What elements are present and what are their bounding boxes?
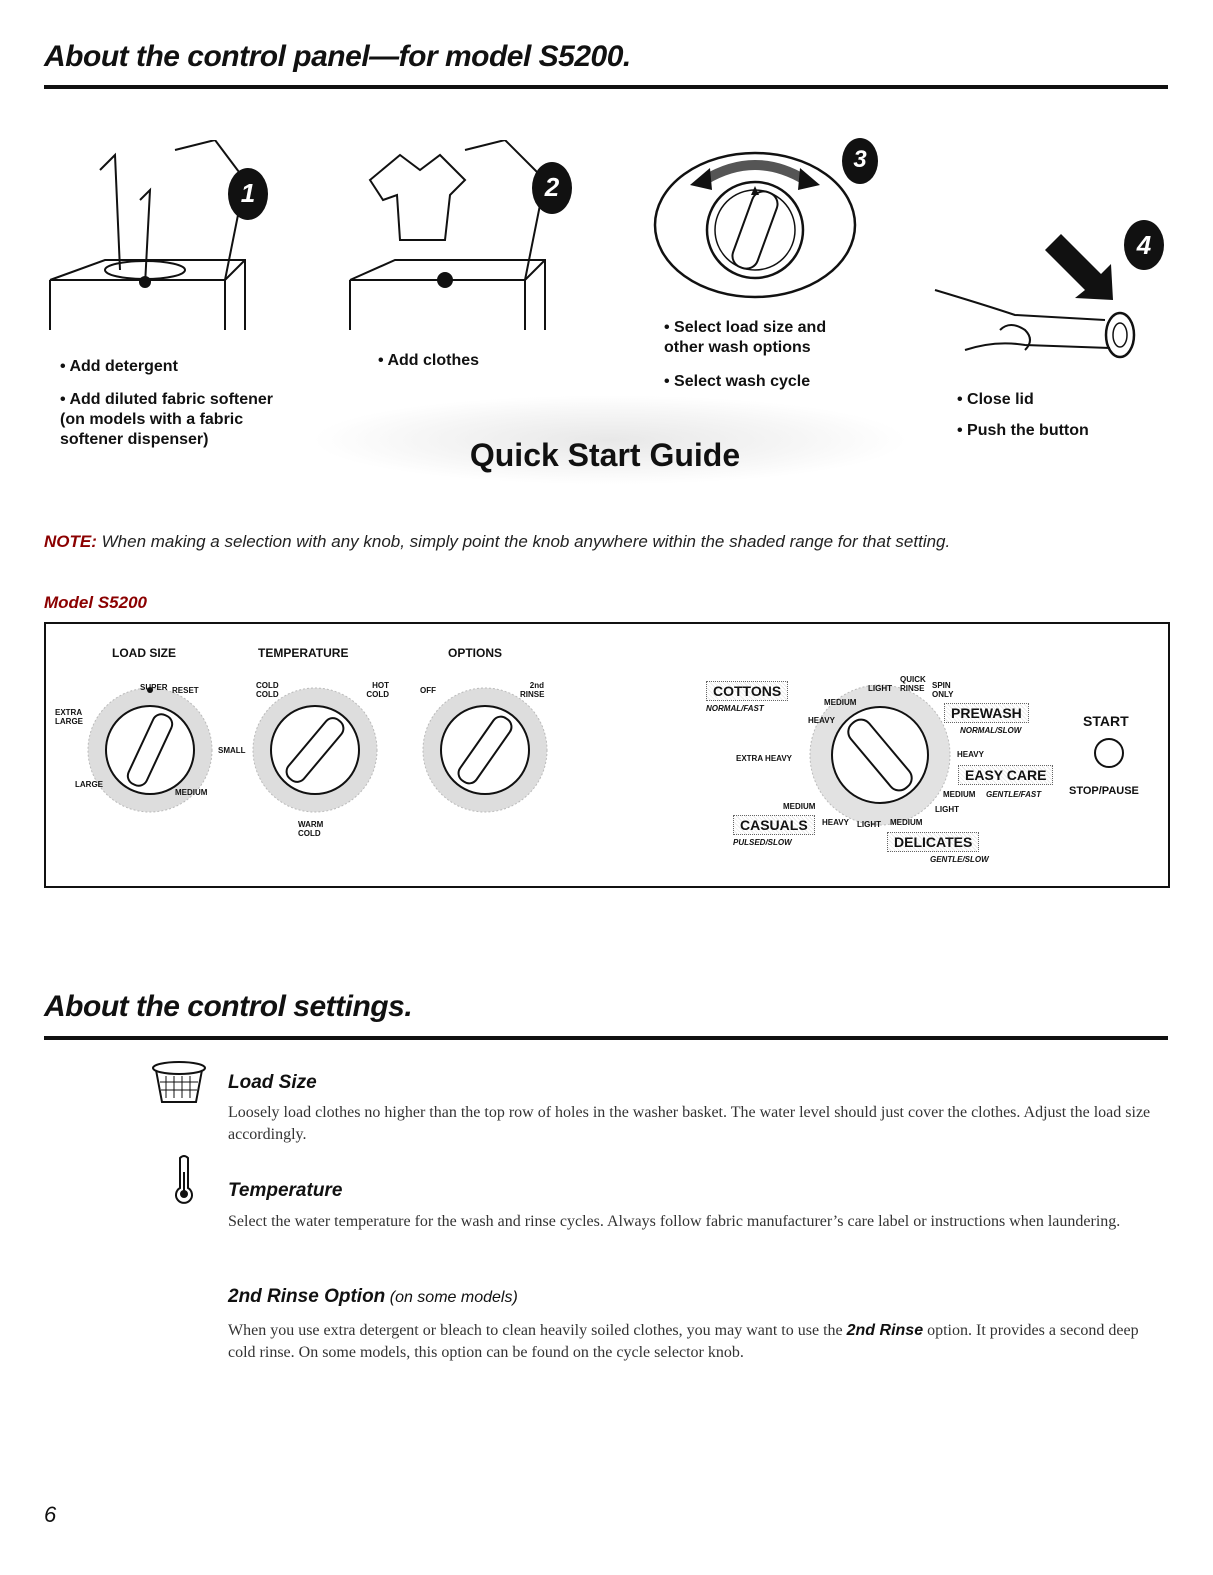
load-size-knob[interactable] xyxy=(80,680,220,820)
temp-hot-cold-label: HOT COLD xyxy=(366,681,389,699)
rinse-body-after: option. It provides a second deep cold rinse. On some models, this option can be found on the cycle selector knob. xyxy=(228,1322,1139,1361)
step-1-badge: 1 xyxy=(228,168,268,220)
stop-pause-label: STOP/PAUSE xyxy=(1069,785,1139,797)
cycle-quick-rinse: QUICK RINSE xyxy=(900,675,926,693)
step-3-bullet-2: • Select wash cycle xyxy=(664,373,811,390)
note-line xyxy=(44,532,950,552)
step-3-illustration xyxy=(650,150,860,310)
load-size-body: Loosely load clothes no higher than the top row of holes in the washer basket. The water level should just cover the clothes. Adjust the load size accordingly. xyxy=(228,1104,1151,1143)
model-label: Model S5200 xyxy=(44,593,147,612)
cycle-prewash-speed: NORMAL/SLOW xyxy=(960,726,1022,735)
temp-warm-cold-label: WARM COLD xyxy=(298,820,324,838)
rinse-subtitle: (on some models) xyxy=(389,1289,518,1306)
step-1-bullet-2: • Add diluted fabric softener (on models with a fabric softener dispenser) xyxy=(60,391,274,448)
cycle-delicates-speed: GENTLE/SLOW xyxy=(930,855,989,864)
step-3-badge: 3 xyxy=(842,138,878,184)
cycle-medium-bottom: MEDIUM xyxy=(890,818,923,827)
thermometer-icon xyxy=(172,1154,196,1204)
cycle-casuals: CASUALS xyxy=(733,815,815,835)
load-small-label: SMALL xyxy=(218,746,246,755)
cycle-light-top: LIGHT xyxy=(868,684,892,693)
temperature-heading-text: Temperature xyxy=(228,1180,343,1201)
section-rule xyxy=(44,1036,1168,1040)
temp-cold-cold-label: COLD COLD xyxy=(256,681,279,699)
load-extra-large-label: EXTRA LARGE xyxy=(55,708,83,726)
rinse-title: 2nd Rinse Option xyxy=(228,1286,386,1307)
cycle-heavy-right: HEAVY xyxy=(957,750,984,759)
options-knob[interactable] xyxy=(415,680,555,820)
step-3-bullet-1: • Select load size and other wash options xyxy=(664,319,827,356)
cycle-casuals-speed: PULSED/SLOW xyxy=(733,838,792,847)
cycle-heavy-left: HEAVY xyxy=(808,716,835,725)
section-title: About the control settings. xyxy=(44,990,413,1023)
start-button[interactable] xyxy=(1094,738,1124,768)
cycle-heavy-bottom: HEAVY xyxy=(822,818,849,827)
rinse-body xyxy=(228,1320,1168,1364)
load-size-heading-text: Load Size xyxy=(228,1072,317,1093)
cycle-medium-left: MEDIUM xyxy=(783,802,816,811)
temperature-heading: TEMPERATURE xyxy=(258,646,349,660)
laundry-basket-icon xyxy=(150,1058,208,1106)
start-label: START xyxy=(1083,713,1129,729)
options-2nd-rinse-label: 2nd RINSE xyxy=(520,681,545,699)
step-4-badge: 4 xyxy=(1124,220,1164,270)
load-large-label: LARGE xyxy=(75,780,103,789)
options-heading: OPTIONS xyxy=(448,646,503,660)
step-4-bullet-1: • Close lid xyxy=(957,391,1034,408)
load-reset-label: RESET xyxy=(172,686,199,695)
options-off-label: OFF xyxy=(420,686,436,695)
page-title: About the control panel—for model S5200. xyxy=(44,40,631,73)
temperature-body: Select the water temperature for the wash and rinse cycles. Always follow fabric manufacturer’s care label or instructions when laundering. xyxy=(228,1213,1121,1230)
quick-start-title: Quick Start Guide xyxy=(469,437,741,473)
cycle-light-bottom: LIGHT xyxy=(857,820,881,829)
step-4-bullet-2: • Push the button xyxy=(957,422,1089,439)
cycle-delicates: DELICATES xyxy=(887,832,979,852)
load-medium-label: MEDIUM xyxy=(175,788,208,797)
rinse-body-bold: 2nd Rinse xyxy=(846,1322,924,1339)
step-2-bullet-1: • Add clothes xyxy=(378,352,480,369)
cycle-medium-right: MEDIUM xyxy=(943,790,976,799)
cycle-easy-care-speed: GENTLE/FAST xyxy=(986,790,1042,799)
cycle-easy-care: EASY CARE xyxy=(958,765,1053,785)
cycle-prewash: PREWASH xyxy=(944,703,1029,723)
note-text: When making a selection with any knob, simply point the knob anywhere within the shaded range for that setting. xyxy=(101,532,951,551)
step-1-bullet-1: • Add detergent xyxy=(60,358,178,375)
rinse-heading xyxy=(228,1286,518,1308)
cycle-cottons-speed: NORMAL/FAST xyxy=(706,704,764,713)
step-2-badge: 2 xyxy=(532,162,572,214)
cycle-cottons: COTTONS xyxy=(706,681,788,701)
cycle-medium-top: MEDIUM xyxy=(824,698,857,707)
page-number: 6 xyxy=(44,1502,57,1527)
temperature-knob[interactable] xyxy=(245,680,385,820)
load-super-label: SUPER xyxy=(140,683,168,692)
cycle-spin-only: SPIN ONLY xyxy=(932,681,954,699)
load-size-heading: LOAD SIZE xyxy=(112,646,177,660)
cycle-extra-heavy: EXTRA HEAVY xyxy=(736,754,793,763)
cycle-light-right: LIGHT xyxy=(935,805,959,814)
rinse-body-before: When you use extra detergent or bleach to clean heavily soiled clothes, you may want to use the xyxy=(228,1322,847,1339)
note-label: NOTE: xyxy=(44,532,97,551)
title-rule xyxy=(44,85,1168,89)
